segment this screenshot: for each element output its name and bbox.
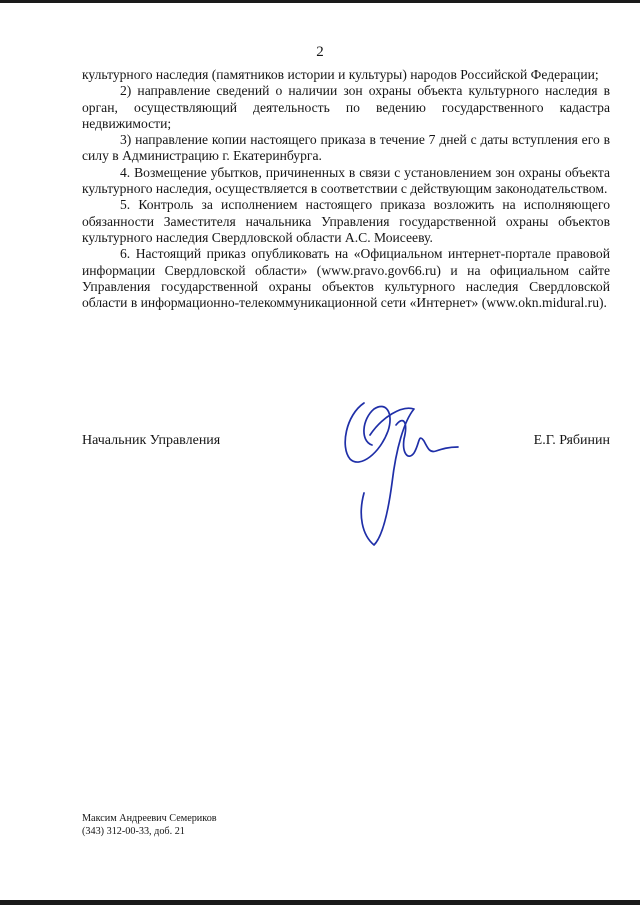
paragraph-clause-4: 4. Возмещение убытков, причиненных в связи с установлением зон охраны объекта культурного наследия, осуществляется в соответствии с действующим законодательством. <box>82 164 610 197</box>
page-number: 2 <box>316 44 324 60</box>
executor-name: Максим Андреевич Семериков <box>82 813 217 824</box>
signatory-name: Е.Г. Рябинин <box>533 433 610 448</box>
paragraph-item-3: 3) направление копии настоящего приказа в течение 7 дней с даты вступления его в силу в Администрацию г. Екатеринбурга. <box>82 132 610 164</box>
executor-phone: (343) 312-00-33, доб. 21 <box>82 826 185 837</box>
handwritten-signature <box>334 395 470 551</box>
scan-bottom-edge <box>0 900 640 905</box>
executor-info <box>82 812 217 838</box>
paragraph-continuation: культурного наследия (памятников истории и культуры) народов Российской Федерации; <box>82 67 599 82</box>
scan-top-edge <box>0 0 640 3</box>
signature-block <box>82 433 610 553</box>
document-body <box>82 67 610 311</box>
paragraph-clause-6: 6. Настоящий приказ опубликовать на «Официальном интернет-портале правовой информации Свердловской области» (www.pravo.gov66.ru) и на официальном сайте Управления государственной охраны объектов культурного наследия Свердловской области в информационно-телекоммуникационной сети «Интернет» (www.okn.midural.ru). <box>82 246 610 311</box>
paragraph-clause-5: 5. Контроль за исполнением настоящего приказа возложить на исполняющего обязанности Заместителя начальника Управления государственной охраны объектов культурного наследия Свердловской области А.С. Моисееву. <box>82 197 610 245</box>
signatory-title: Начальник Управления <box>82 433 221 448</box>
paragraph-item-2: 2) направление сведений о наличии зон охраны объекта культурного наследия в орган, осуществляющий деятельность по ведению государственного кадастра недвижимости; <box>82 83 610 131</box>
